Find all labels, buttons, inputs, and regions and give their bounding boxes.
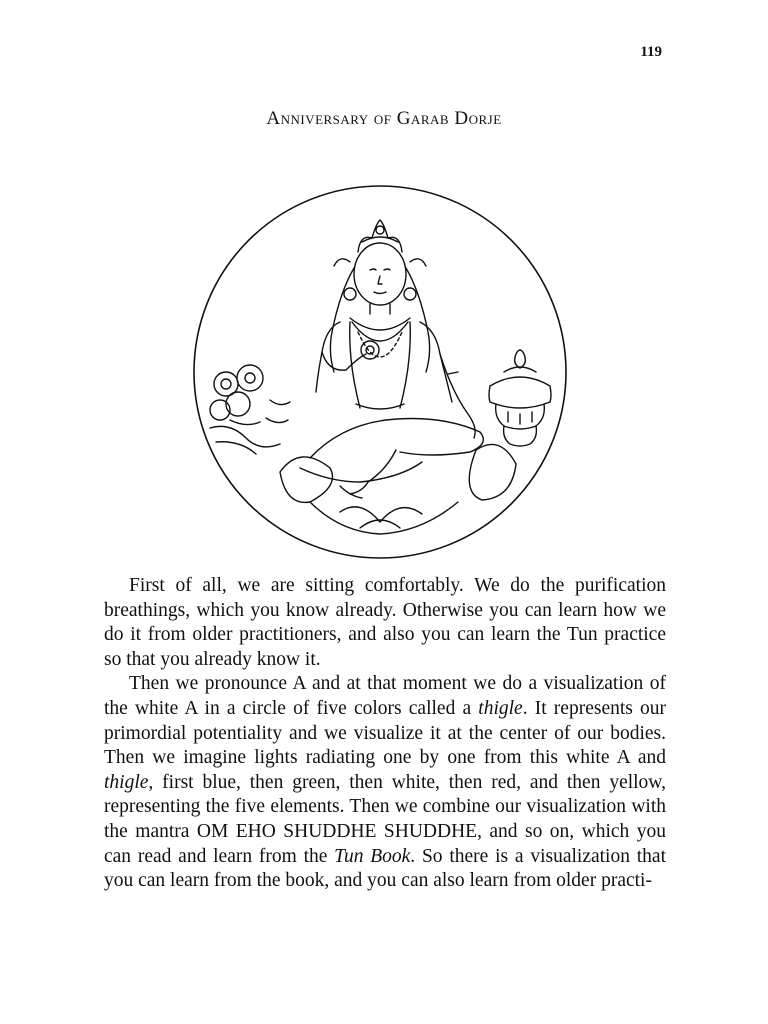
paragraph-2-segment: , first blue, then green, then white, then red, and then yellow, representing the five elements. Then we combine our visualization with the mantra OM EHO SHUDDHE SHUDDHE, and so on, which you can read and learn from the [104, 771, 666, 867]
deity-illustration [190, 182, 570, 562]
paragraph-1: First of all, we are sitting comfortably. We do the purification breathings, which you know already. Otherwise you can learn how we do it from older practitioners, and also you can learn the Tun practice so that you already know it. [104, 575, 666, 670]
term-thigle: thigle [104, 771, 149, 793]
body-text [104, 574, 666, 894]
paragraph-2 [104, 672, 666, 893]
chapter-title: Anniversary of Garab Dorje [266, 108, 502, 129]
page-number: 119 [640, 44, 662, 60]
paragraph-2-segment: . So there is a visualization that you can learn from the book, and you can also learn from older practi- [104, 845, 666, 892]
term-thigle: thigle [478, 697, 523, 719]
paragraph-2-segment: Then we pronounce A and at that moment we do a visualization of the white A in a circle of five colors called a [104, 673, 666, 719]
book-title-tun-book: Tun Book [334, 845, 411, 867]
paragraph-2-segment: . It represents our primordial potentiality and we visualize it at the center of our bodies. Then we imagine lights radiating one by one from this white A and [104, 697, 667, 769]
